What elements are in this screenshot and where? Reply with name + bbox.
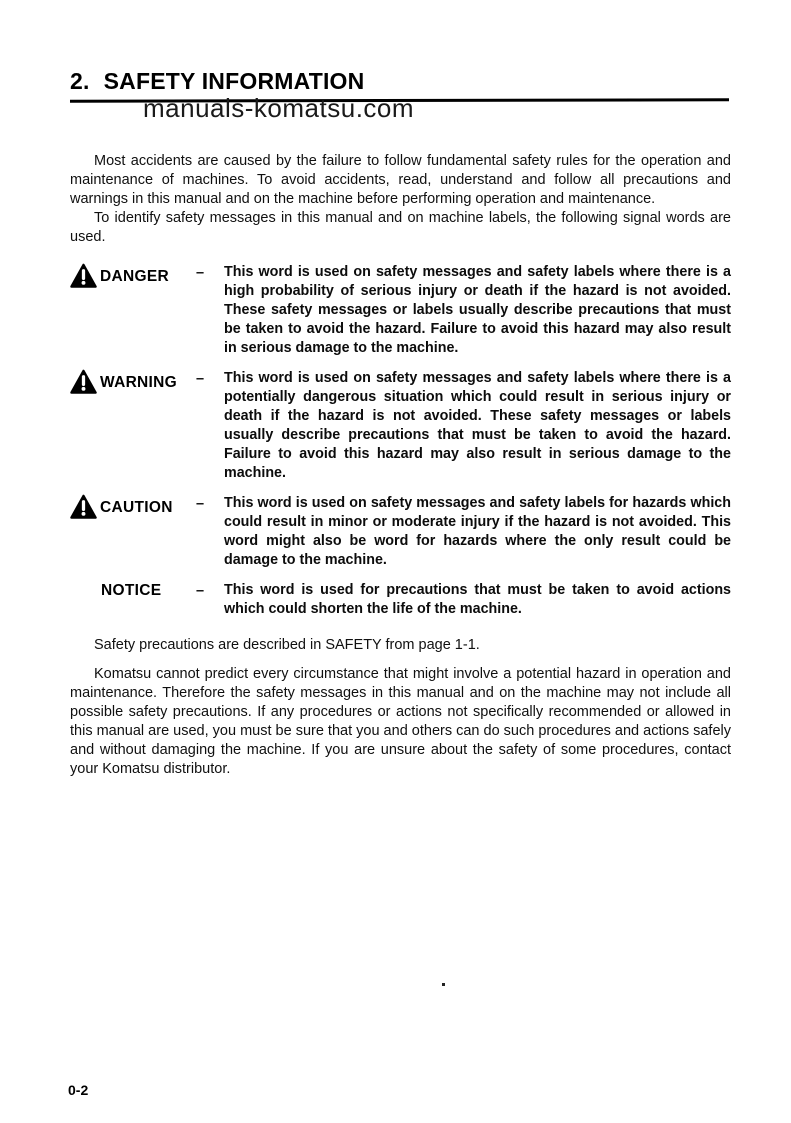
caution-warning-triangle-icon: [70, 494, 97, 520]
page-title: [70, 68, 731, 95]
closing-paragraph: Komatsu cannot predict every circumstance that might involve a potential hazard in operation and maintenance. Therefore the safety messages in this manual and on the machine may not include all possible safety precautions. If any procedures or actions not specifically recommended or allowed in this manual are used, you must be sure that you and others can do such procedures and actions safely and without damaging the machine. If you are unsure about the safety of some procedures, contact your Komatsu distributor.: [70, 666, 731, 777]
page-content: [70, 152, 731, 779]
warning-label-cell: [70, 369, 196, 395]
signal-section-danger: [70, 263, 731, 358]
scan-speck-artifact: [442, 983, 445, 986]
caution-description: This word is used on safety messages and safety labels for hazards which could result in minor or moderate injury if the hazard is not avoided. This word might also be word for hazards where the only result could be damage to the machine.: [224, 495, 731, 568]
warning-description: This word is used on safety messages and safety labels where there is a potentially dangerous situation which could result in serious injury or death if the hazard is not avoided. These safety messages or labels usually describe precautions that must be taken to avoid the hazard. Failure to avoid this hazard may also result in serious damage to the machine.: [224, 370, 731, 481]
intro-paragraph-2: To identify safety messages in this manual and on machine labels, the following signal words are used.: [70, 210, 731, 245]
notice-description: This word is used for precautions that must be taken to avoid actions which could shorten the life of the machine.: [224, 582, 731, 617]
dash-separator: –: [196, 371, 205, 387]
notice-label-cell: [70, 581, 196, 600]
dash-separator: –: [196, 496, 205, 512]
watermark-text: manuals-komatsu.com: [143, 93, 415, 123]
danger-label-cell: [70, 263, 196, 289]
dash-separator: –: [196, 583, 205, 599]
dash-separator: –: [196, 265, 205, 281]
danger-warning-triangle-icon: [70, 263, 97, 289]
signal-section-warning: [70, 369, 731, 483]
signal-section-caution: [70, 494, 731, 570]
safety-reference-line: Safety precautions are described in SAFETY from page 1-1.: [94, 637, 480, 653]
page-number: 0-2: [68, 1082, 89, 1098]
signal-section-notice: [70, 581, 731, 619]
notice-label: NOTICE: [101, 582, 162, 599]
danger-label: DANGER: [100, 267, 169, 285]
page-header: [70, 68, 731, 123]
warning-triangle-icon: [70, 369, 97, 395]
section-title-text: SAFETY INFORMATION: [103, 68, 365, 94]
caution-label-cell: [70, 494, 196, 520]
section-number: 2.: [70, 68, 90, 94]
intro-block: [70, 152, 731, 247]
warning-label: WARNING: [100, 373, 178, 391]
danger-description: This word is used on safety messages and safety labels where there is a high probability of serious injury or death if the hazard is not avoided. These safety messages or labels usually describe precautions that must be taken to avoid the hazard. Failure to avoid this hazard may also result in serious damage to the machine.: [224, 264, 731, 356]
caution-label: CAUTION: [100, 498, 173, 516]
intro-paragraph-1: Most accidents are caused by the failure to follow fundamental safety rules for the operation and maintenance of machines. To avoid accidents, read, understand and follow all precautions and warnings in this manual and on the machine before performing operation and maintenance.: [70, 153, 731, 207]
